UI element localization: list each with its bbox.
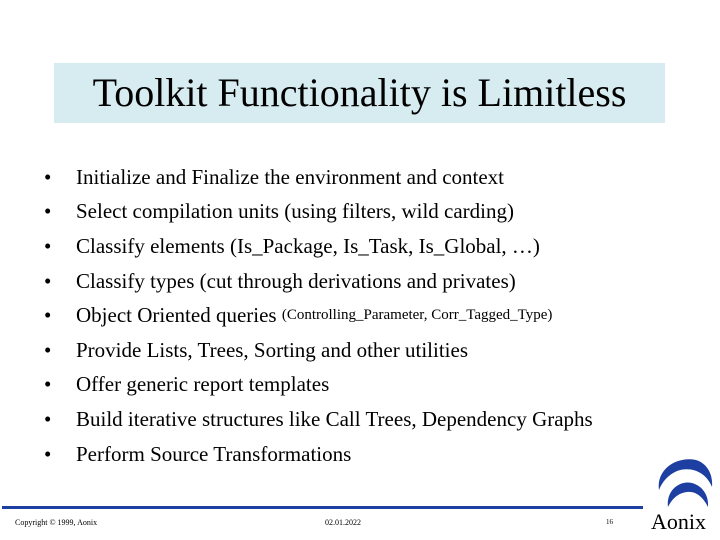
bullet-text-small: (Controlling_Parameter, Corr_Tagged_Type) [281, 307, 553, 324]
bullet-marker: • [44, 372, 52, 397]
title-box [54, 63, 665, 123]
bullet-text: Perform Source Transformations [76, 441, 352, 466]
footer-copyright: Copyright © 1999, Aonix [15, 518, 98, 527]
bullet-text: Classify elements (Is_Package, Is_Task, Is_Global, …) [76, 233, 540, 258]
bullet-text: Provide Lists, Trees, Sorting and other utilities [76, 337, 468, 362]
bullet-text: Object Oriented queries [76, 303, 282, 328]
bullet-marker: • [44, 233, 52, 258]
bullet-text: Select compilation units (using filters, wild carding) [76, 199, 514, 224]
bullet-text: Build iterative structures like Call Trees, Dependency Graphs [76, 406, 593, 431]
bullet-marker: • [44, 441, 52, 466]
bullet-marker: • [44, 337, 52, 362]
bullet-item [44, 368, 593, 403]
bullet-marker: • [44, 164, 52, 189]
bullet-item [44, 402, 593, 437]
bullet-item [44, 437, 593, 472]
page-number: 16 [606, 518, 613, 526]
bullet-item [44, 264, 593, 299]
bullet-list [44, 160, 593, 471]
bullet-text: Initialize and Finalize the environment and context [76, 164, 505, 189]
bullet-marker: • [44, 268, 52, 293]
bullet-text: Classify types (cut through derivations and privates) [76, 268, 516, 293]
bullet-item [44, 333, 593, 368]
bullet-text: Offer generic report templates [76, 372, 330, 397]
bullet-marker: • [44, 303, 52, 328]
bullet-item [44, 195, 593, 230]
bullet-item [44, 229, 593, 264]
bullet-item [44, 298, 593, 333]
logo-lower-arc [668, 483, 708, 507]
slide-title: Toolkit Functionality is Limitless [92, 70, 627, 115]
bullet-marker: • [44, 406, 52, 431]
bullet-item [44, 160, 593, 195]
bullet-marker: • [44, 199, 52, 224]
footer-divider [2, 506, 643, 509]
aonix-wordmark: Aonix [651, 509, 706, 534]
aonix-swoosh-logo-icon [655, 457, 713, 513]
footer-date: 02.01.2022 [325, 518, 361, 527]
